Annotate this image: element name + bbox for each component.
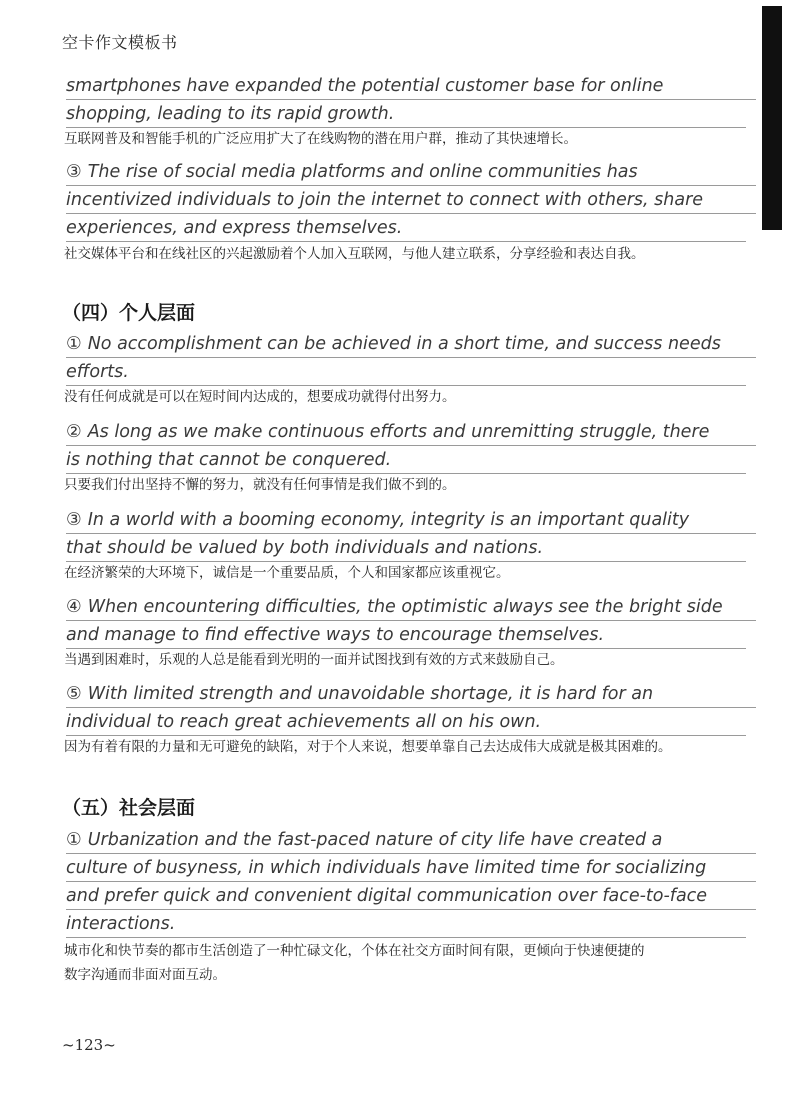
english-line: interactions. xyxy=(66,910,746,938)
section-heading: （五）社会层面 xyxy=(62,797,196,819)
chinese-translation: 当遇到困难时，乐观的人总是能看到光明的一面并试图找到有效的方式来鼓励自己。 xyxy=(64,652,564,668)
section-heading: （四）个人层面 xyxy=(62,302,196,324)
english-line xyxy=(66,158,756,186)
item-marker: ③ xyxy=(66,162,82,182)
chinese-translation: 互联网普及和智能手机的广泛应用扩大了在线购物的潜在用户群，推动了其快速增长。 xyxy=(64,131,577,147)
english-sentence xyxy=(66,680,756,736)
english-sentence xyxy=(66,330,756,386)
english-sentence xyxy=(66,72,756,128)
english-line-text: With limited strength and unavoidable shortage, it is hard for an xyxy=(87,684,654,704)
item-marker: ③ xyxy=(66,510,82,530)
english-line xyxy=(66,593,756,621)
chinese-translation: 因为有着有限的力量和无可避免的缺陷，对于个人来说，想要单靠自己去达成伟大成就是极其困难的。 xyxy=(64,739,672,755)
english-line: smartphones have expanded the potential customer base for online xyxy=(66,72,756,100)
english-line: that should be valued by both individuals and nations. xyxy=(66,534,746,562)
chinese-translation: 只要我们付出坚持不懈的努力，就没有任何事情是我们做不到的。 xyxy=(64,477,456,493)
page-number: ~123~ xyxy=(62,1036,116,1054)
item-marker: ④ xyxy=(66,597,82,617)
english-line-text: No accomplishment can be achieved in a short time, and success needs xyxy=(87,334,721,354)
english-line xyxy=(66,418,756,446)
chinese-line: 数字沟通而非面对面互动。 xyxy=(64,967,226,983)
english-line: individual to reach great achievements all on his own. xyxy=(66,708,746,736)
chinese-translation: 在经济繁荣的大环境下，诚信是一个重要品质，个人和国家都应该重视它。 xyxy=(64,565,510,581)
chinese-translation xyxy=(64,939,764,987)
chinese-line: 城市化和快节奏的都市生活创造了一种忙碌文化，个体在社交方面时间有限，更倾向于快速便捷的 xyxy=(64,943,645,959)
chinese-translation: 没有任何成就是可以在短时间内达成的，想要成功就得付出努力。 xyxy=(64,389,456,405)
english-line-text: Urbanization and the fast-paced nature of city life have created a xyxy=(87,830,663,850)
english-line: efforts. xyxy=(66,358,746,386)
page-edge-shadow xyxy=(762,6,782,230)
book-title: 空卡作文模板书 xyxy=(62,33,178,52)
english-line-text: As long as we make continuous efforts and unremitting struggle, there xyxy=(87,422,710,442)
english-sentence xyxy=(66,826,756,938)
english-sentence xyxy=(66,506,756,562)
english-line: is nothing that cannot be conquered. xyxy=(66,446,746,474)
english-line: shopping, leading to its rapid growth. xyxy=(66,100,746,128)
english-line-text: The rise of social media platforms and online communities has xyxy=(87,162,638,182)
english-line xyxy=(66,680,756,708)
english-line xyxy=(66,506,756,534)
item-marker: ① xyxy=(66,334,82,354)
english-sentence xyxy=(66,418,756,474)
english-line: and prefer quick and convenient digital communication over face-to-face xyxy=(66,882,756,910)
english-line-text: In a world with a booming economy, integrity is an important quality xyxy=(87,510,690,530)
english-line: culture of busyness, in which individuals have limited time for socializing xyxy=(66,854,756,882)
english-line xyxy=(66,826,756,854)
item-marker: ② xyxy=(66,422,82,442)
english-sentence xyxy=(66,593,756,649)
item-marker: ⑤ xyxy=(66,684,82,704)
english-line: incentivized individuals to join the internet to connect with others, share xyxy=(66,186,756,214)
english-line-text: When encountering difficulties, the optimistic always see the bright side xyxy=(87,597,723,617)
chinese-translation: 社交媒体平台和在线社区的兴起激励着个人加入互联网，与他人建立联系，分享经验和表达自我。 xyxy=(64,246,645,262)
item-marker: ① xyxy=(66,830,82,850)
english-sentence xyxy=(66,158,756,242)
english-line: and manage to find effective ways to encourage themselves. xyxy=(66,621,746,649)
english-line: experiences, and express themselves. xyxy=(66,214,746,242)
english-line xyxy=(66,330,756,358)
